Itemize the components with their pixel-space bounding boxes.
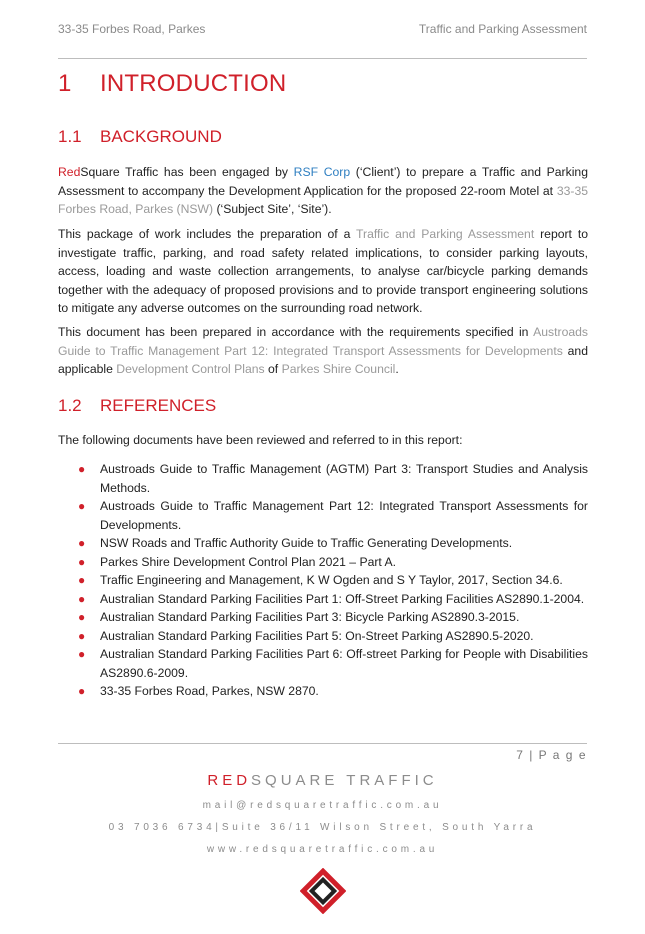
reference-text: Traffic Engineering and Management, K W Ogden and S Y Taylor, 2017, Section 34.6. <box>100 573 563 587</box>
page-header <box>58 22 587 36</box>
section-heading-introduction <box>58 70 286 98</box>
list-item <box>58 608 588 627</box>
bullet-icon: ● <box>78 462 86 476</box>
footer-brand <box>0 772 645 789</box>
text-run: report to investigate traffic, parking, and road safety related implications, to consider parking layouts, access, loading and waste collection arrangements, to analyse car/bicycle parking demands together with the adequacy of proposed provisions and to provide transport engineering solutions to mitigate any adverse outcomes on the surrounding road network. <box>58 227 588 315</box>
subject-site: 33-35 Forbes Road, Parkes (NSW) <box>58 183 588 216</box>
guide-reference: Austroads Guide to Traffic Management Part 12: Integrated Transport Assessments for Developments <box>58 325 588 358</box>
bullet-icon: ● <box>78 554 86 569</box>
text-run: of <box>264 362 282 376</box>
bullet-icon: ● <box>78 610 86 624</box>
reference-text: Australian Standard Parking Facilities Part 1: Off-Street Parking Facilities AS2890.1-2004. <box>100 591 585 606</box>
list-item <box>58 627 588 646</box>
subsection-heading-references <box>58 396 216 416</box>
list-item <box>58 460 588 497</box>
header-address: 33-35 Forbes Road, Parkes <box>58 22 206 36</box>
list-item <box>58 553 588 572</box>
section-number: 1 <box>58 70 72 97</box>
text-run: . <box>395 362 399 376</box>
list-item <box>58 534 588 553</box>
report-name: Traffic and Parking Assessment <box>356 227 535 241</box>
reference-text: NSW Roads and Traffic Authority Guide to Traffic Generating Developments. <box>100 536 513 550</box>
references-list <box>58 460 588 701</box>
list-item <box>58 497 588 534</box>
brand-rest: SQUARE TRAFFIC <box>251 772 438 789</box>
header-divider <box>58 58 587 59</box>
list-item <box>58 682 588 701</box>
list-item <box>58 571 588 590</box>
bullet-icon: ● <box>78 573 86 587</box>
footer-email: mail@redsquaretraffic.com.au <box>202 800 443 811</box>
references-intro: The following documents have been reviewed and referred to in this report: <box>58 433 463 447</box>
reference-text: Austroads Guide to Traffic Management Part 12: Integrated Transport Assessments for Developments. <box>100 499 588 532</box>
text-run: (‘Client’) to prepare a Traffic and Parking Assessment to accompany the Development Application for the proposed 22-room Motel at <box>58 165 588 198</box>
text-run: This package of work includes the preparation of a <box>58 227 357 241</box>
bullet-icon: ● <box>78 684 86 698</box>
subsection-title: BACKGROUND <box>100 127 222 146</box>
reference-text: Australian Standard Parking Facilities Part 5: On-Street Parking AS2890.5-2020. <box>100 628 534 643</box>
reference-text: Australian Standard Parking Facilities Part 3: Bicycle Parking AS2890.3-2015. <box>100 610 520 624</box>
background-paragraph-3 <box>58 323 588 379</box>
footer-address: 03 7036 6734|Suite 36/11 Wilson Street, South Yarra <box>108 822 537 833</box>
text-run: This document has been prepared in accordance with the requirements specified in <box>58 325 534 339</box>
redsquare-logo-icon <box>300 868 346 914</box>
reference-text: Parkes Shire Development Control Plan 2021 – Part A. <box>100 554 397 569</box>
reference-text: Austroads Guide to Traffic Management (AGTM) Part 3: Transport Studies and Analysis Methods. <box>100 462 588 495</box>
text-run: Square Traffic has been engaged by <box>80 165 294 179</box>
subsection-number: 1.1 <box>58 127 82 146</box>
bullet-icon: ● <box>78 628 86 643</box>
brand-red: RED <box>207 772 252 789</box>
subsection-number: 1.2 <box>58 396 82 415</box>
client-name: RSF Corp <box>293 165 351 179</box>
list-item <box>58 590 588 609</box>
section-title: INTRODUCTION <box>100 70 287 97</box>
bullet-icon: ● <box>78 499 86 513</box>
list-item <box>58 645 588 682</box>
text-run: (‘Subject Site’, ‘Site’). <box>213 202 332 216</box>
footer-divider <box>58 743 587 744</box>
subsection-heading-background <box>58 127 222 147</box>
bullet-icon: ● <box>78 591 86 606</box>
council-reference: Parkes Shire Council <box>281 362 396 376</box>
reference-text: Australian Standard Parking Facilities Part 6: Off-street Parking for People with Disabilities AS2890.6-2009. <box>100 647 588 680</box>
reference-text: 33-35 Forbes Road, Parkes, NSW 2870. <box>100 684 319 698</box>
header-report-title: Traffic and Parking Assessment <box>418 22 587 36</box>
subsection-title: REFERENCES <box>100 396 217 415</box>
footer-website: www.redsquaretraffic.com.au <box>206 844 439 855</box>
bullet-icon: ● <box>78 536 86 550</box>
background-paragraph-2 <box>58 225 588 318</box>
brand-red-text: Red <box>58 165 81 179</box>
background-paragraph-1 <box>58 163 588 219</box>
dcp-reference: Development Control Plans <box>116 362 265 376</box>
bullet-icon: ● <box>78 647 86 661</box>
page-number: 7 | P a g e <box>516 748 587 762</box>
text-run: and applicable <box>58 343 588 376</box>
